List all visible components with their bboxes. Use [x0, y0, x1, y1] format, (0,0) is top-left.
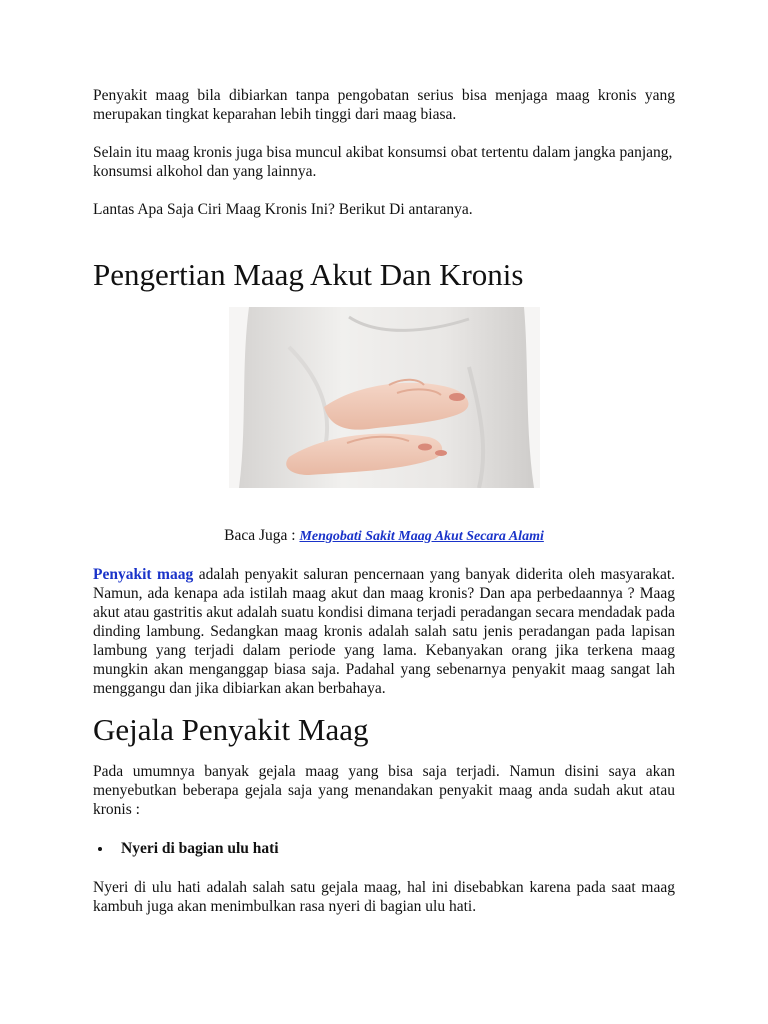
list-item: • Nyeri di bagian ulu hati — [113, 839, 675, 858]
gejala-list — [93, 839, 675, 858]
pengertian-paragraph — [93, 565, 675, 698]
intro-paragraph-2: Selain itu maag kronis juga bisa muncul akibat konsumsi obat tertentu dalam jangka panjang, konsumsi alkohol dan yang lainnya. — [93, 144, 673, 180]
baca-juga — [93, 527, 675, 545]
document-page — [93, 86, 675, 916]
baca-juga-link[interactable]: Mengobati Sakit Maag Akut Secara Alami — [299, 529, 544, 544]
intro-paragraph-3: Lantas Apa Saja Ciri Maag Kronis Ini? Berikut Di antaranya. — [93, 201, 473, 218]
penyakit-maag-link[interactable]: Penyakit maag — [93, 566, 194, 583]
intro-paragraph-1: Penyakit maag bila dibiarkan tanpa pengobatan serius bisa menjaga maag kronis yang merupakan tingkat keparahan lebih tinggi dari maag biasa. — [93, 87, 675, 123]
baca-juga-prefix: Baca Juga : — [224, 527, 296, 544]
pengertian-body-text: adalah penyakit saluran pencernaan yang banyak diderita oleh masyarakat. Namun, ada kenapa ada istilah maag akut dan maag kronis? Dan apa perbedaannya ? Maag akut atau gastritis akut adalah suatu kondisi dimana terjadi peradangan secara mendadak pada dinding lambung. Sedangkan maag kronis adalah salah satu jenis peradangan pada lapisan lambung yang terjadi dalam periode yang lama. Kebanyakan orang jika terkena maag mungkin akan menganggap biasa saja. Padahal yang sebenarnya penyakit maag sangat lah menggangu dan jika dibiarkan akan berbahaya. — [93, 566, 676, 697]
heading-pengertian: Pengertian Maag Akut Dan Kronis — [93, 257, 524, 292]
stomach-pain-photo — [229, 307, 540, 488]
heading-gejala: Gejala Penyakit Maag — [93, 712, 369, 747]
gejala-intro-paragraph: Pada umumnya banyak gejala maag yang bisa saja terjadi. Namun disini saya akan menyebutkan beberapa gejala saja yang menandakan penyakit maag anda sudah akut atau kronis : — [93, 763, 675, 818]
nyeri-paragraph: Nyeri di ulu hati adalah salah satu gejala maag, hal ini disebabkan karena pada saat maag kambuh juga akan menimbulkan rasa nyeri di bagian ulu hati. — [93, 879, 675, 915]
